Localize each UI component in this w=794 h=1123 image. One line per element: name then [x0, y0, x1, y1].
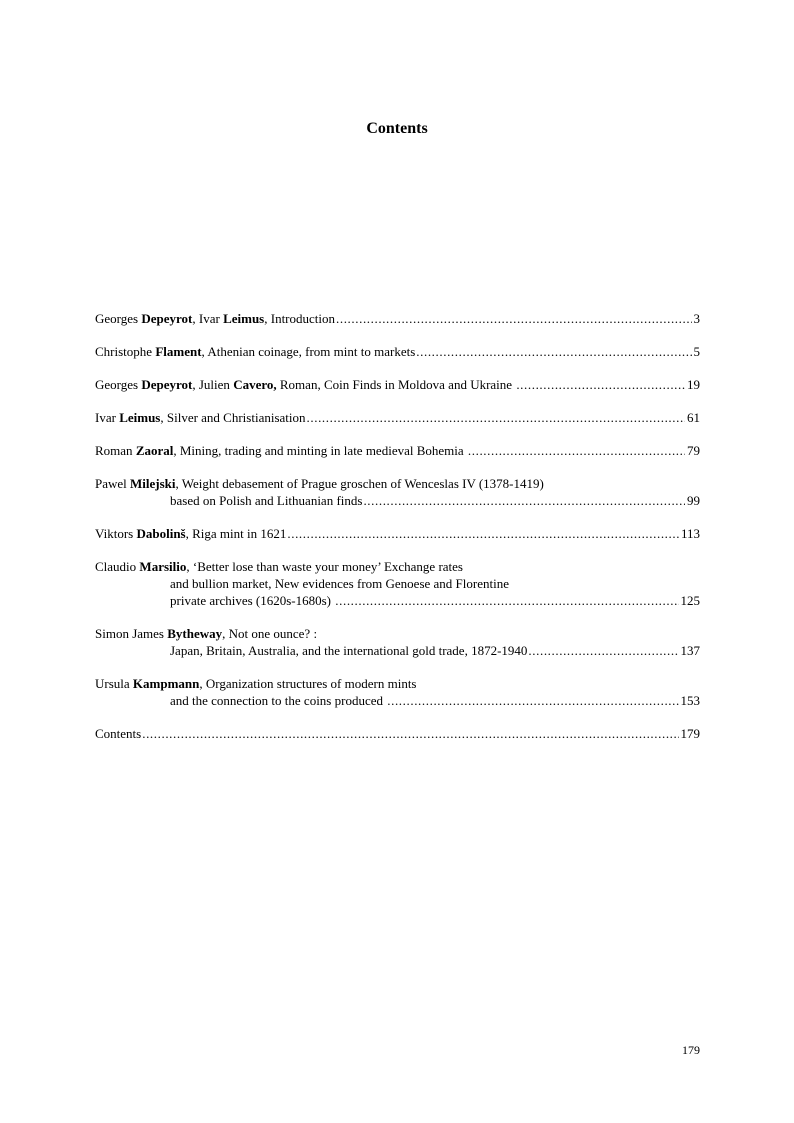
entry-title: Mining, trading and minting in late medieval Bohemia	[179, 443, 467, 458]
author-first-name: Viktors	[95, 526, 137, 541]
dot-leader	[287, 525, 679, 542]
entry-title-line: and bullion market, New evidences from Genoese and Florentine	[170, 576, 509, 591]
toc-entry-line	[95, 525, 700, 542]
toc-entry-line	[95, 558, 700, 575]
toc-entry[interactable]	[95, 525, 700, 542]
separator: ,	[186, 559, 193, 574]
author-last-name: Flament	[155, 344, 202, 359]
separator: ,	[192, 311, 199, 326]
toc-entry-text	[95, 525, 286, 542]
separator: ,	[199, 676, 206, 691]
separator: ,	[185, 526, 193, 541]
dot-leader	[387, 692, 678, 709]
separator: ,	[173, 443, 180, 458]
page-number: 19	[687, 377, 700, 392]
separator: ,	[264, 311, 271, 326]
toc-entry[interactable]	[95, 376, 700, 393]
entry-title: Athenian coinage, from mint to markets	[207, 344, 416, 359]
author-first-name: Ivar	[95, 410, 120, 425]
entry-title-line: Weight debasement of Prague groschen of Wenceslas IV (1378-1419)	[181, 476, 544, 491]
toc-entry[interactable]	[95, 558, 700, 609]
toc-entry-line	[95, 376, 700, 393]
toc-entry-text	[95, 409, 306, 426]
separator: ,	[222, 626, 229, 641]
author-last-name: Cavero,	[233, 377, 277, 392]
entry-title: Silver and Christianisation	[166, 410, 306, 425]
toc-entry-text	[95, 343, 415, 360]
entry-title-line: Organization structures of modern mints	[205, 676, 417, 691]
toc-entry-line	[95, 475, 700, 492]
toc-entry[interactable]	[95, 475, 700, 509]
entry-title-line: private archives (1620s-1680s)	[170, 593, 335, 608]
toc-entry[interactable]	[95, 310, 700, 327]
author-first-name: Ursula	[95, 676, 133, 691]
separator: ,	[160, 410, 167, 425]
entry-title-line: and the connection to the coins produced	[170, 693, 387, 708]
toc-entry-line	[95, 675, 700, 692]
toc-entry-text	[95, 625, 317, 642]
author-last-name: Bytheway	[167, 626, 223, 641]
dot-leader	[528, 642, 678, 659]
page-number: 5	[693, 344, 700, 359]
entry-title-line: Japan, Britain, Australia, and the international gold trade, 1872-1940	[170, 643, 528, 658]
toc-entry-text	[95, 558, 463, 575]
entry-title-line: Not one ounce? :	[228, 626, 318, 641]
author-last-name: Kampmann	[132, 676, 200, 691]
author-first-name: Ivar	[198, 311, 224, 326]
footer-page-number: 179	[682, 1043, 700, 1057]
entry-title: Roman, Coin Finds in Moldova and Ukraine	[279, 377, 516, 392]
separator: ,	[192, 377, 199, 392]
page-number: 3	[693, 311, 700, 326]
author-first-name: Pawel	[95, 476, 131, 491]
toc-entry[interactable]	[95, 725, 700, 742]
dot-leader	[336, 310, 692, 327]
author-last-name: Depeyrot	[141, 377, 193, 392]
toc-entry[interactable]	[95, 409, 700, 426]
toc-entry-text	[95, 442, 467, 459]
toc-entry-line	[95, 343, 700, 360]
separator: ,	[175, 476, 182, 491]
page-number: 113	[680, 526, 700, 541]
page-number: 79	[687, 443, 700, 458]
author-first-name: Georges	[95, 377, 142, 392]
dot-leader	[307, 409, 685, 426]
dot-leader	[335, 592, 678, 609]
toc-entry-line	[95, 725, 700, 742]
entry-title: Introduction	[270, 311, 335, 326]
author-first-name: Georges	[95, 311, 142, 326]
toc-entry-line	[95, 592, 700, 609]
author-last-name: Zaoral	[135, 443, 174, 458]
page-number: 99	[687, 493, 700, 508]
page-number: 153	[680, 693, 700, 708]
table-of-contents	[95, 310, 700, 742]
dot-leader	[516, 376, 685, 393]
author-last-name: Marsilio	[139, 559, 187, 574]
toc-entry-text	[95, 376, 515, 393]
toc-entry-line	[95, 442, 700, 459]
dot-leader	[416, 343, 691, 360]
toc-entry-text	[95, 310, 335, 327]
toc-entry[interactable]	[95, 675, 700, 709]
author-last-name: Milejski	[130, 476, 176, 491]
toc-entry-text	[95, 675, 417, 692]
author-first-name: Simon James	[95, 626, 168, 641]
toc-entry-line	[95, 310, 700, 327]
author-last-name: Dabolinš	[136, 526, 186, 541]
dot-leader	[468, 442, 685, 459]
author-last-name: Depeyrot	[141, 311, 193, 326]
toc-entry-line	[95, 642, 700, 659]
toc-entry[interactable]	[95, 625, 700, 659]
author-first-name: Roman	[95, 443, 136, 458]
dot-leader	[363, 492, 685, 509]
author-last-name: Leimus	[119, 410, 161, 425]
toc-entry-line	[95, 575, 700, 592]
entry-title: Contents	[95, 726, 142, 741]
toc-entry-text	[95, 475, 544, 492]
author-first-name: Christophe	[95, 344, 156, 359]
author-first-name: Claudio	[95, 559, 140, 574]
page-number: 61	[687, 410, 700, 425]
page-number: 125	[680, 593, 700, 608]
author-first-name: Julien	[198, 377, 234, 392]
page-title: Contents	[366, 120, 428, 137]
toc-entry-line	[95, 625, 700, 642]
entry-title: Riga mint in 1621	[192, 526, 287, 541]
toc-entry-line	[95, 692, 700, 709]
toc-entry-line	[95, 492, 700, 509]
page-number: 137	[680, 643, 700, 658]
toc-entry[interactable]	[95, 343, 700, 360]
page-number: 179	[680, 726, 700, 741]
entry-title-line: ‘Better lose than waste your money’ Exchange rates	[192, 559, 463, 574]
toc-entry-line	[95, 409, 700, 426]
author-last-name: Leimus	[223, 311, 265, 326]
entry-title-line: based on Polish and Lithuanian finds	[170, 493, 363, 508]
dot-leader	[142, 725, 678, 742]
toc-entry[interactable]	[95, 442, 700, 459]
separator: ,	[201, 344, 208, 359]
